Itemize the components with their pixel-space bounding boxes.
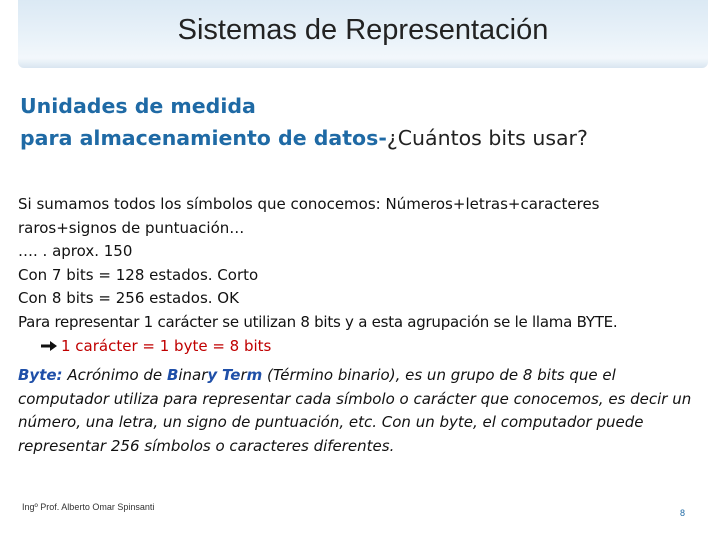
byte-definition — [18, 364, 708, 458]
byte-term: Byte: — [18, 366, 63, 384]
acronym-letter: B — [166, 366, 179, 384]
body-line: Con 8 bits = 256 estados. OK — [18, 289, 239, 308]
subtitle-bold-part: para almacenamiento de datos- — [20, 126, 387, 150]
byte-def-text: (Término binario), es un grupo de 8 bits que el computador utiliza para representar cada símbolo o carácter que conocemos, es decir un número, una letra, un signo de puntuación, etc. Con un byte, el computador puede representar 256 símbolos o caracteres diferentes. — [18, 366, 692, 455]
subtitle-line-2 — [20, 122, 700, 154]
arrow-right-icon — [40, 340, 58, 352]
body-line: raros+signos de puntuación… — [18, 218, 245, 237]
body-line: …. . aprox. 150 — [18, 242, 133, 261]
acronym-letter: y — [207, 366, 218, 384]
body-text — [18, 193, 708, 358]
body-line: Para representar 1 carácter se utilizan 8 bits y a esta agrupación se le llama BYTE. — [18, 312, 618, 331]
page-number: 8 — [680, 508, 686, 518]
subtitle-line-1: Unidades de medida — [20, 94, 256, 118]
footer-author: Ingº Prof. Alberto Omar Spinsanti — [22, 502, 155, 512]
slide-subtitle — [20, 90, 700, 154]
byte-def-text: Acrónimo de — [62, 366, 167, 384]
byte-def-text: r — [240, 366, 247, 384]
acronym-letter: Te — [221, 366, 241, 384]
byte-equivalence — [18, 335, 708, 359]
byte-equivalence-text: 1 carácter = 1 byte = 8 bits — [61, 336, 272, 355]
page-title: Sistemas de Representación — [177, 14, 549, 46]
acronym-letter: m — [246, 366, 263, 384]
subtitle-question: ¿Cuántos bits usar? — [386, 126, 588, 150]
byte-def-text: inar — [178, 366, 208, 384]
body-line: Con 7 bits = 128 estados. Corto — [18, 265, 259, 284]
body-line: Si sumamos todos los símbolos que conocemos: Números+letras+caracteres — [18, 195, 600, 213]
